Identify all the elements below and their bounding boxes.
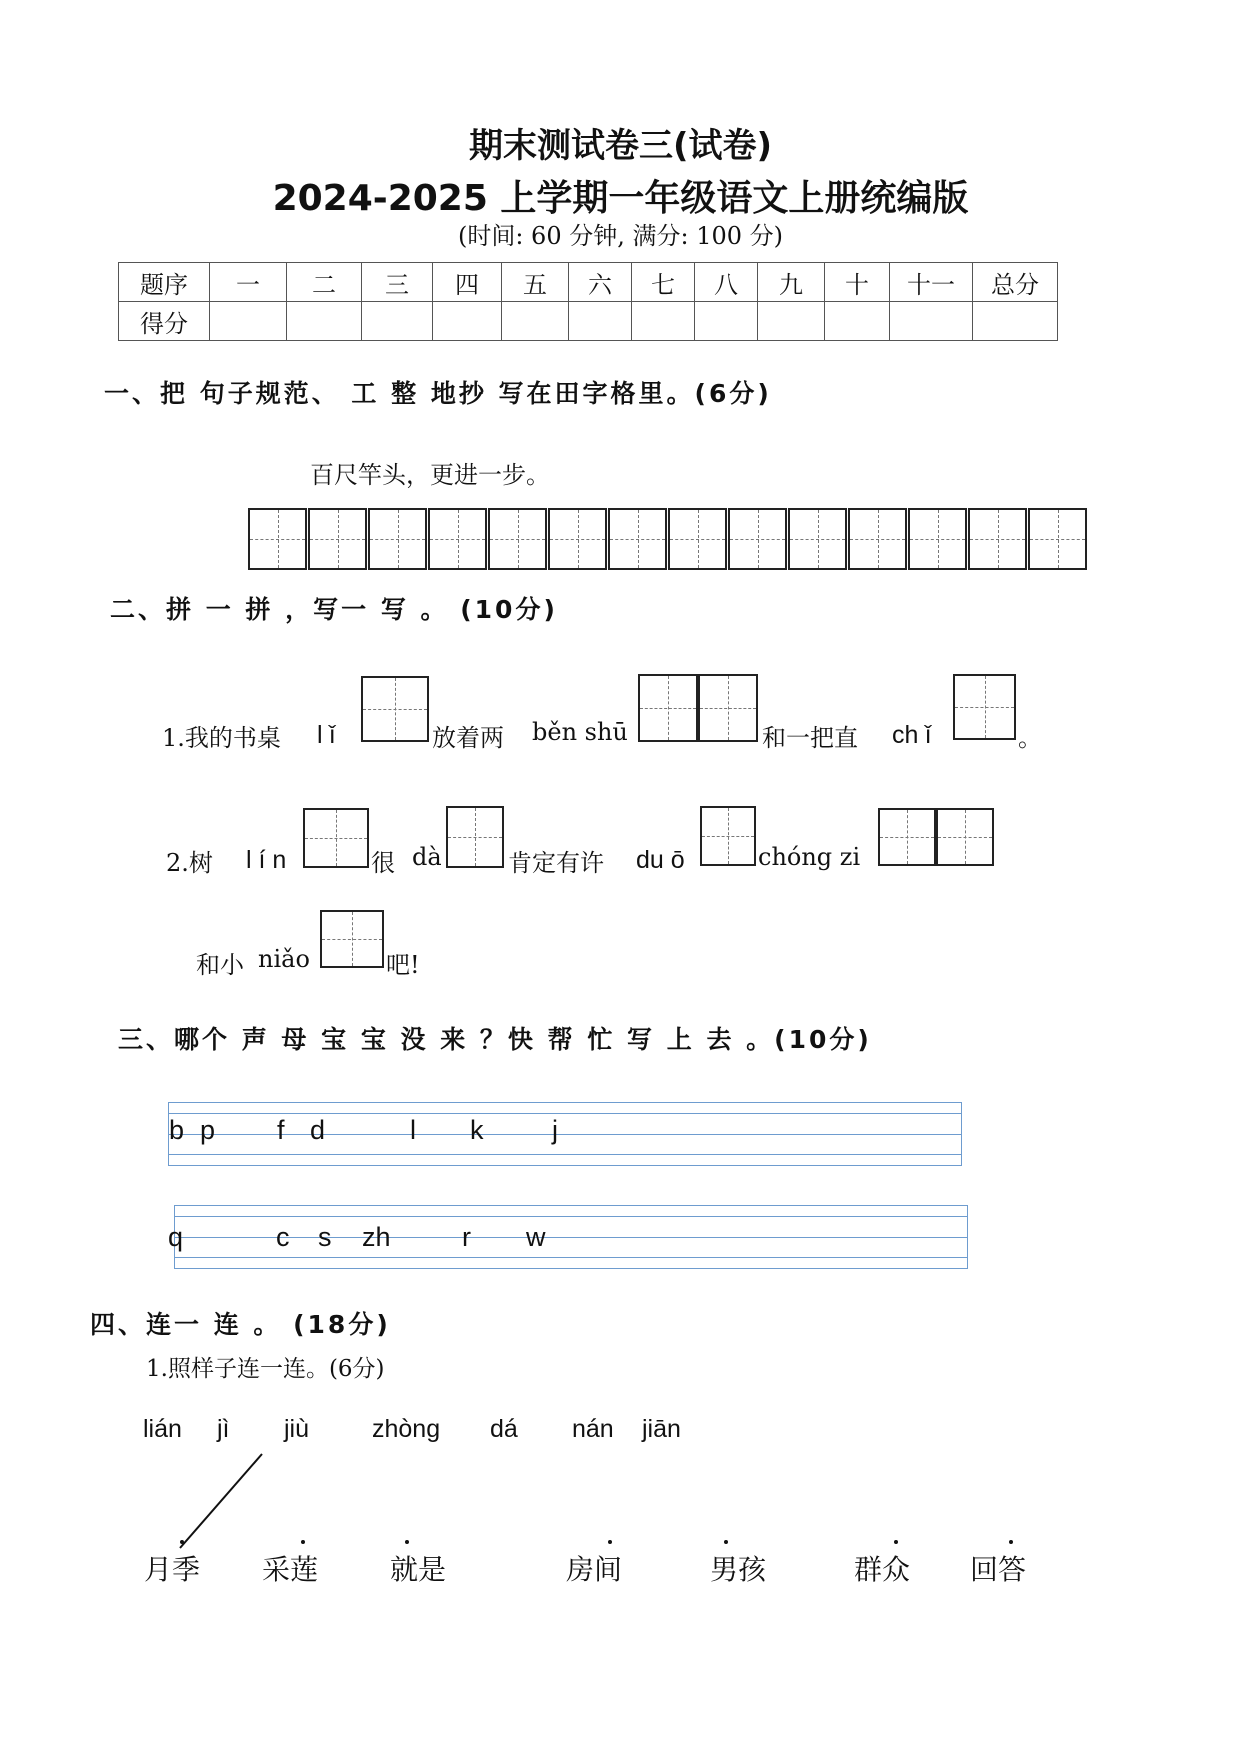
hanzi-word[interactable]: 月季 (144, 1553, 201, 1586)
table-cell: 十一 (890, 263, 973, 302)
table-cell: 九 (758, 263, 825, 302)
hanzi-word[interactable]: 回答 (970, 1553, 1027, 1586)
section3-heading: 三、哪个 声 母 宝 宝 没 来 ？快 帮 忙 写 上 去 。(10分) (118, 1025, 872, 1054)
consonant-letter: j (552, 1115, 558, 1145)
q2-text-3: 肯定有许 (508, 849, 604, 877)
section4-sub1: 1.照样子连一连。(6分) (146, 1356, 385, 1382)
pinyin-word[interactable]: jì (217, 1415, 230, 1443)
q1-pinyin-1: l ǐ (317, 721, 336, 749)
q2-text-1: 2.树 (166, 849, 213, 877)
section1-sentence: 百尺竿头，更进一步。 (310, 461, 550, 489)
consonant-letter: f (277, 1115, 285, 1145)
emphasis-dot (608, 1540, 612, 1544)
q2-text-5: 和小 (196, 951, 244, 979)
q1-text-2: 放着两 (432, 724, 504, 752)
table-cell: 七 (632, 263, 695, 302)
consonant-letter: r (462, 1222, 471, 1252)
q2-pinyin-2: dà (412, 843, 442, 871)
hanzi-word[interactable]: 男孩 (710, 1553, 767, 1586)
consonant-letter: q (168, 1222, 184, 1252)
emphasis-dot (894, 1540, 898, 1544)
consonant-letter: c (276, 1222, 290, 1252)
table-cell: 五 (502, 263, 569, 302)
exam-title: 期末测试卷三(试卷) (468, 126, 773, 166)
q2-pinyin-5: niǎo (258, 945, 310, 973)
consonant-letter: d (310, 1115, 326, 1145)
hanzi-word[interactable]: 就是 (390, 1553, 447, 1586)
consonant-letter: b (169, 1115, 185, 1145)
emphasis-dot (180, 1540, 184, 1544)
q2-pinyin-1: l í n (246, 846, 287, 874)
consonant-letter: s (318, 1222, 332, 1252)
consonant-letter: p (200, 1115, 216, 1145)
q2-text-2: 很 (371, 849, 395, 877)
consonant-letter: w (526, 1222, 546, 1252)
emphasis-dot (405, 1540, 409, 1544)
consonant-letter: zh (362, 1222, 391, 1252)
table-cell: 六 (569, 263, 632, 302)
consonant-letter: l (410, 1115, 416, 1145)
table-cell: 三 (362, 263, 433, 302)
q1-pinyin-3: ch ǐ (892, 721, 931, 749)
q2-text-6: 吧! (386, 951, 420, 979)
hanzi-word[interactable]: 群众 (854, 1553, 911, 1586)
q1-text-4: 。 (1018, 724, 1042, 752)
consonant-letter: k (470, 1115, 484, 1145)
exam-subtitle: 2024-2025 上学期一年级语文上册统编版 (272, 178, 969, 219)
hanzi-word[interactable]: 房间 (566, 1553, 623, 1586)
table-cell: 十 (825, 263, 890, 302)
section4-heading: 四、连一 连 。 (18分) (90, 1310, 391, 1339)
pinyin-word[interactable]: jiān (642, 1415, 681, 1443)
pinyin-word[interactable]: nán (572, 1415, 614, 1443)
table-cell: 一 (210, 263, 287, 302)
pinyin-word[interactable]: dá (490, 1415, 518, 1443)
q1-pinyin-2: běn shū (532, 718, 628, 746)
q2-pinyin-4: chóng zi (758, 843, 861, 871)
pinyin-word[interactable]: zhòng (372, 1415, 441, 1443)
emphasis-dot (301, 1540, 305, 1544)
q1-text-3: 和一把直 (762, 724, 858, 752)
emphasis-dot (1009, 1540, 1013, 1544)
section2-heading: 二、拼 一 拼 ，写一 写 。 (10分) (110, 595, 558, 624)
table-cell: 八 (695, 263, 758, 302)
pinyin-word[interactable]: jiù (284, 1415, 310, 1443)
pinyin-word[interactable]: lián (143, 1415, 182, 1443)
time-info: (时间: 60 分钟, 满分: 100 分) (457, 222, 784, 250)
q2-pinyin-3: du ō (636, 846, 685, 874)
table-cell: 得分 (119, 302, 210, 341)
table-cell: 题序 (119, 263, 210, 302)
hanzi-word[interactable]: 采莲 (262, 1553, 319, 1586)
table-cell: 四 (433, 263, 502, 302)
table-cell: 二 (287, 263, 362, 302)
section1-heading: 一、把 句子规范、 工 整 地抄 写在田字格里。(6分) (104, 379, 772, 408)
emphasis-dot (724, 1540, 728, 1544)
table-cell: 总分 (973, 263, 1058, 302)
q1-text-1: 1.我的书桌 (162, 724, 281, 752)
